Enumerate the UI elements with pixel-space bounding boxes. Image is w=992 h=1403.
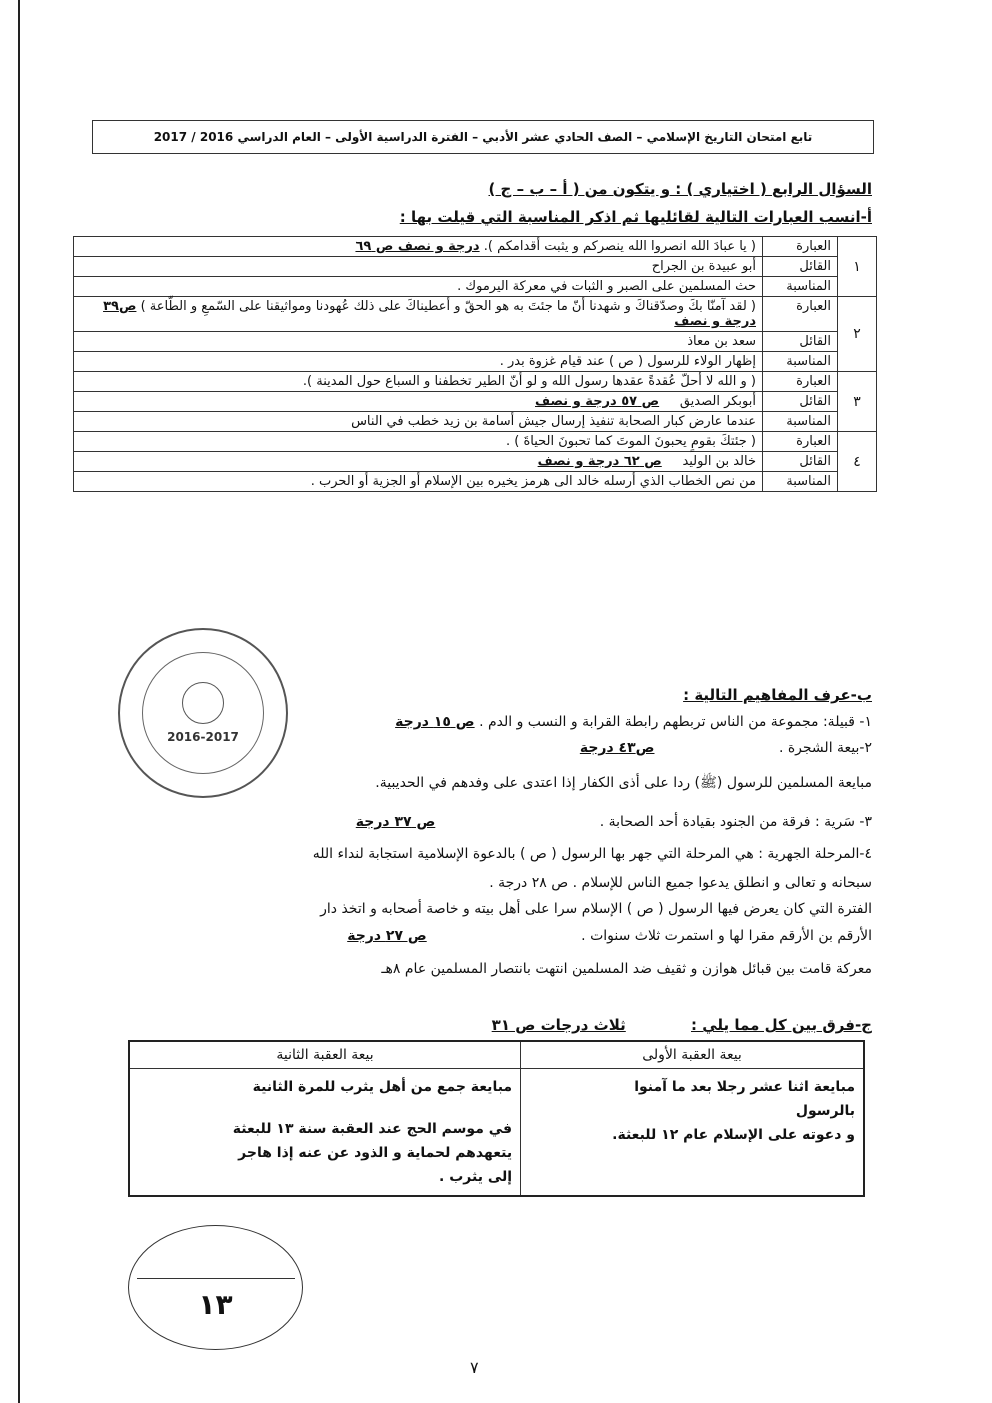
question-4-main: السؤال الرابع ( اختياري ) : و يتكون من ( أ – ب – ج ) [488, 180, 872, 198]
concept-mark: ص ٣٧ درجة [355, 814, 436, 830]
part-c-marks: ثلاث درجات ص ٣١ [491, 1016, 626, 1034]
col2-line: إلى يثرب . [439, 1169, 513, 1185]
table-row [74, 412, 877, 432]
concept-mark: ص٤٣ درجة [579, 740, 655, 756]
grade-divider [137, 1278, 295, 1279]
phrase-mark: درجة و نصف ص ٦٩ [355, 239, 480, 254]
grade-value: ١٣ [198, 1288, 233, 1321]
phrase-cell: ( جئتكَ بقومٍ يحبونَ الموتَ كما تحبونَ الحياةَ ) . [74, 432, 763, 452]
occasion-cell: عندما عارض كبار الصحابة تنفيذ إرسال جيش أسامة بن زيد خطب في الناس [74, 412, 763, 432]
comparison-header-row [129, 1041, 864, 1069]
sayings-table [73, 236, 877, 492]
col2-line: مبايعة جمع من أهل يثرب للمرة الثانية [252, 1079, 513, 1095]
concept-line: الفترة التي كان يعرض فيها الرسول ( ص ) الإسلام سرا على أهل بيته و خاصة أصحابه و اتخذ دار [320, 901, 872, 917]
table-row [74, 277, 877, 297]
phrase-label: العبارة [763, 237, 838, 257]
sayer-text: أبو عبيدة بن الجراح [651, 259, 756, 274]
occasion-label: المناسبة [763, 352, 838, 372]
row-number: ٣ [838, 372, 877, 432]
question-4-title [112, 180, 872, 198]
phrase-cell [74, 237, 763, 257]
sayer-mark: ص ٦٢ درجة و نصف [537, 454, 662, 469]
concept-mark: ص ١٥ درجة [395, 714, 475, 730]
concept-line: معركة قامت بين قبائل هوازن و ثقيف ضد المسلمين انتهت بانتصار المسلمين عام ٨هـ [381, 961, 872, 977]
part-a-title-text: أ-انسب العبارات التالية لقائليها ثم اذكر المناسبة التي قيلت بها : [399, 208, 872, 226]
phrase-cell [74, 297, 763, 332]
sayer-cell: سعد بن معاذ [74, 332, 763, 352]
grade-circle [128, 1225, 303, 1350]
concept-line [72, 812, 872, 832]
part-a-title [112, 208, 872, 226]
col1-header: بيعة العقبة الأولى [521, 1041, 864, 1069]
table-row [74, 432, 877, 452]
sayer-label: القائل [763, 332, 838, 352]
occasion-cell: من نص الخطاب الذي أرسله خالد الى هرمز يخيره بين الإسلام أو الجزية أو الحرب . [74, 472, 763, 492]
col2-cell [129, 1069, 521, 1197]
sayer-label: القائل [763, 392, 838, 412]
spacer [138, 1099, 512, 1117]
concept-line [72, 712, 872, 732]
concept-text: الأرقم بن الأرقم مقرا لها و استمرت ثلاث سنوات . [581, 928, 872, 944]
sayer-mark: ص ٥٧ درجة و نصف [535, 394, 660, 409]
sayer-cell [74, 257, 763, 277]
table-row [74, 237, 877, 257]
concept-text: ٢-بيعة الشجرة . [778, 740, 872, 756]
concept-text: ٣- سَرية : فرقة من الجنود بقيادة أحد الصحابة . [599, 814, 872, 830]
phrase-label: العبارة [763, 297, 838, 332]
concept-line [72, 926, 872, 946]
table-row [74, 452, 877, 472]
table-row [74, 257, 877, 277]
row-number: ٢ [838, 297, 877, 372]
exam-header: تابع امتحان التاريخ الإسلامي – الصف الحادي عشر الأدبي – الفترة الدراسية الأولى – العام الدراسي 2016 / 2017 [92, 120, 874, 154]
sayer-text: أبوبكر الصديق [679, 394, 756, 409]
part-b-title [112, 686, 872, 704]
sayer-label: القائل [763, 452, 838, 472]
row-number: ٤ [838, 432, 877, 492]
part-b-title-text: ب-عرف المفاهيم التالية : [683, 686, 872, 704]
sayer-cell [74, 452, 763, 472]
col1-line: بالرسول [795, 1103, 855, 1119]
table-row [74, 332, 877, 352]
table-row [74, 297, 877, 332]
table-row [74, 352, 877, 372]
phrase-mark: ص٣٩ درجة و نصف [103, 299, 756, 329]
stamp-year: 2016-2017 [167, 730, 239, 744]
occasion-label: المناسبة [763, 472, 838, 492]
table-row [74, 472, 877, 492]
concept-line: ٤-المرحلة الجهرية : هي المرحلة التي جهر بها الرسول ( ص ) بالدعوة الإسلامية استجابة لنداء الله [312, 846, 872, 862]
phrase-text: ( يا عبادَ الله انصروا الله ينصركم و يثبت أقدامكم ). [483, 239, 756, 254]
part-c-title-text: ج-فرق بين كل مما يلي : [691, 1016, 872, 1034]
phrase-text: ( لقد آمنّا بكَ وصدّقناكَ و شهدنا أنّ ما جئتَ به هو الحقّ و أعطيناكَ على ذلك عُهودنا ومواثيقنا على السّمعِ و الطّاعة ) [140, 299, 756, 314]
sayer-label: القائل [763, 257, 838, 277]
occasion-cell: حث المسلمين على الصبر و الثبات في معركة اليرموك . [74, 277, 763, 297]
phrase-label: العبارة [763, 372, 838, 392]
occasion-cell: إظهار الولاء للرسول ( ص ) عند قيام غزوة بدر . [74, 352, 763, 372]
table-row [74, 392, 877, 412]
part-c-title [112, 1016, 872, 1034]
concept-line: مبايعة المسلمين للرسول (ﷺ) ردا على أذى الكفار إذا اعتدى على وفدهم في الحديبية. [375, 775, 872, 791]
page-number: ٧ [470, 1358, 479, 1377]
col2-line: في موسم الحج عند العقبة سنة ١٣ للبعثة [232, 1121, 513, 1137]
concept-mark: ص ٢٧ درجة [347, 928, 427, 944]
concept-line [72, 738, 872, 758]
occasion-label: المناسبة [763, 412, 838, 432]
col2-line: يتعهدهم لحماية و الذود عن عنه إذا هاجر [238, 1145, 513, 1161]
col2-header: بيعة العقبة الثانية [129, 1041, 521, 1069]
phrase-label: العبارة [763, 432, 838, 452]
concept-line: سبحانه و تعالى و انطلق يدعوا جميع الناس للإسلام . ص ٢٨ درجة . [489, 875, 872, 891]
left-margin-rule [18, 0, 20, 1403]
col1-cell [521, 1069, 864, 1197]
col1-line: مبايعة اثنا عشر رجلا بعد ما آمنوا [634, 1079, 855, 1095]
phrase-cell: ( و الله لا أحلّ عُقدةً عقدها رسول الله و لو أنّ الطير تخطفنا و السباع حول المدينة ). [74, 372, 763, 392]
concept-text: ١- قبيلة: مجموعة من الناس تربطهم رابطة القرابة و النسب و الدم . [479, 714, 872, 730]
sayer-cell [74, 392, 763, 412]
comparison-table [128, 1040, 865, 1197]
col1-line: و دعوته على الإسلام عام ١٢ للبعثة. [612, 1127, 855, 1143]
comparison-body-row [129, 1069, 864, 1197]
row-number: ١ [838, 237, 877, 297]
sayer-text: خالد بن الوليد [682, 454, 756, 469]
table-row [74, 372, 877, 392]
occasion-label: المناسبة [763, 277, 838, 297]
